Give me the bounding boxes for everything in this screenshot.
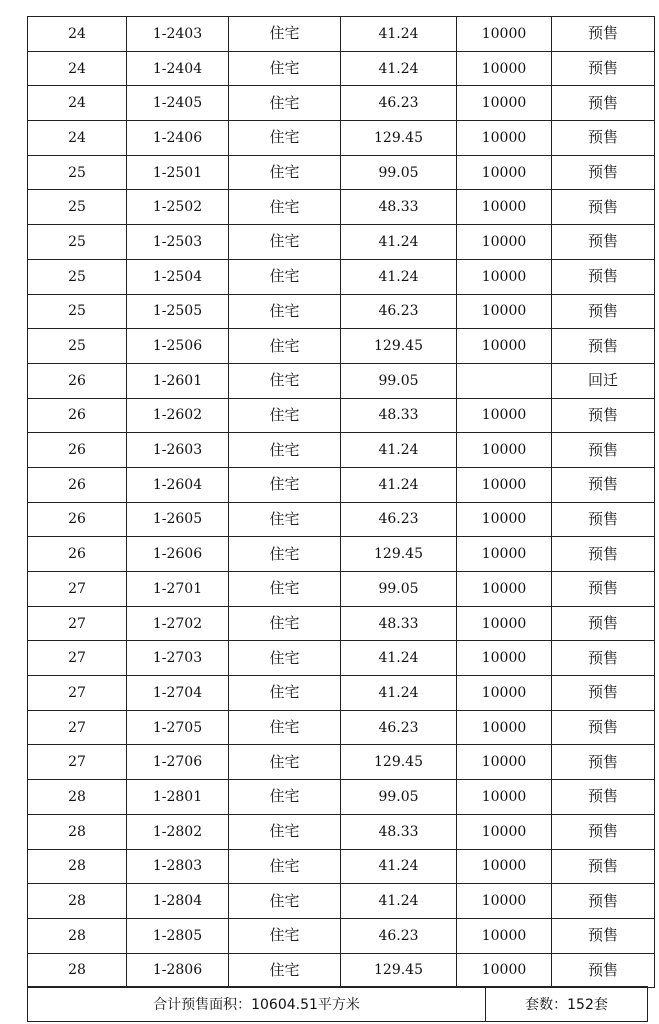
unit-number-cell: 1-2602: [127, 398, 229, 433]
table-row: [28, 121, 655, 156]
table-row: [28, 676, 655, 711]
status-cell: 预售: [552, 225, 655, 260]
table-row: [28, 849, 655, 884]
area-cell: 48.33: [341, 606, 457, 641]
unit-number-cell: 1-2604: [127, 467, 229, 502]
unit-number-cell: 1-2605: [127, 502, 229, 537]
floor-cell: 27: [28, 572, 127, 607]
floor-cell: 26: [28, 467, 127, 502]
price-cell: 10000: [457, 190, 552, 225]
status-cell: 预售: [552, 433, 655, 468]
area-cell: 41.24: [341, 641, 457, 676]
usage-cell: 住宅: [229, 433, 341, 468]
price-cell: 10000: [457, 884, 552, 919]
price-cell: 10000: [457, 502, 552, 537]
usage-cell: 住宅: [229, 502, 341, 537]
total-presale-area: 合计预售面积：10604.51平方米: [28, 987, 486, 1021]
floor-cell: 24: [28, 51, 127, 86]
price-cell: 10000: [457, 433, 552, 468]
floor-cell: 28: [28, 884, 127, 919]
area-cell: 129.45: [341, 329, 457, 364]
unit-number-cell: 1-2405: [127, 86, 229, 121]
usage-cell: 住宅: [229, 641, 341, 676]
usage-cell: 住宅: [229, 17, 341, 52]
area-cell: 46.23: [341, 502, 457, 537]
floor-cell: 28: [28, 849, 127, 884]
table-body: [28, 17, 655, 988]
table-row: [28, 502, 655, 537]
price-cell: 10000: [457, 17, 552, 52]
status-cell: 预售: [552, 814, 655, 849]
usage-cell: 住宅: [229, 398, 341, 433]
status-cell: 预售: [552, 745, 655, 780]
usage-cell: 住宅: [229, 953, 341, 988]
table-row: [28, 537, 655, 572]
status-cell: 预售: [552, 502, 655, 537]
usage-cell: 住宅: [229, 745, 341, 780]
usage-cell: 住宅: [229, 51, 341, 86]
price-cell: 10000: [457, 86, 552, 121]
area-cell: 99.05: [341, 363, 457, 398]
usage-cell: 住宅: [229, 780, 341, 815]
unit-number-cell: 1-2805: [127, 918, 229, 953]
floor-cell: 27: [28, 641, 127, 676]
price-cell: 10000: [457, 121, 552, 156]
unit-number-cell: 1-2802: [127, 814, 229, 849]
table-row: [28, 814, 655, 849]
table-row: [28, 641, 655, 676]
area-cell: 99.05: [341, 572, 457, 607]
price-cell: 10000: [457, 329, 552, 364]
area-cell: 41.24: [341, 433, 457, 468]
unit-number-cell: 1-2606: [127, 537, 229, 572]
status-cell: 预售: [552, 676, 655, 711]
unit-number-cell: 1-2404: [127, 51, 229, 86]
floor-cell: 25: [28, 294, 127, 329]
summary-row: [27, 986, 648, 1022]
table-row: [28, 467, 655, 502]
area-cell: 46.23: [341, 710, 457, 745]
usage-cell: 住宅: [229, 467, 341, 502]
area-cell: 41.24: [341, 467, 457, 502]
unit-number-cell: 1-2504: [127, 259, 229, 294]
area-cell: 129.45: [341, 953, 457, 988]
status-cell: 预售: [552, 155, 655, 190]
unit-count: 套数：152套: [525, 997, 608, 1013]
table-row: [28, 884, 655, 919]
usage-cell: 住宅: [229, 572, 341, 607]
status-cell: 预售: [552, 51, 655, 86]
usage-cell: 住宅: [229, 710, 341, 745]
price-cell: 10000: [457, 537, 552, 572]
area-cell: 46.23: [341, 294, 457, 329]
floor-cell: 26: [28, 398, 127, 433]
price-cell: 10000: [457, 572, 552, 607]
usage-cell: 住宅: [229, 225, 341, 260]
area-cell: 46.23: [341, 918, 457, 953]
area-cell: 41.24: [341, 884, 457, 919]
price-cell: 10000: [457, 259, 552, 294]
unit-number-cell: 1-2702: [127, 606, 229, 641]
area-cell: 41.24: [341, 17, 457, 52]
usage-cell: 住宅: [229, 294, 341, 329]
status-cell: 预售: [552, 190, 655, 225]
status-cell: 预售: [552, 121, 655, 156]
usage-cell: 住宅: [229, 190, 341, 225]
table-row: [28, 294, 655, 329]
unit-number-cell: 1-2406: [127, 121, 229, 156]
unit-number-cell: 1-2806: [127, 953, 229, 988]
floor-cell: 24: [28, 121, 127, 156]
area-cell: 99.05: [341, 155, 457, 190]
unit-number-cell: 1-2701: [127, 572, 229, 607]
unit-number-cell: 1-2801: [127, 780, 229, 815]
floor-cell: 27: [28, 606, 127, 641]
floor-cell: 28: [28, 953, 127, 988]
table-row: [28, 190, 655, 225]
table-row: [28, 745, 655, 780]
area-cell: 48.33: [341, 814, 457, 849]
table-row: [28, 155, 655, 190]
area-cell: 41.24: [341, 259, 457, 294]
usage-cell: 住宅: [229, 814, 341, 849]
floor-cell: 28: [28, 814, 127, 849]
table-row: [28, 780, 655, 815]
unit-number-cell: 1-2403: [127, 17, 229, 52]
usage-cell: 住宅: [229, 918, 341, 953]
floor-cell: 24: [28, 86, 127, 121]
price-cell: 10000: [457, 641, 552, 676]
unit-number-cell: 1-2502: [127, 190, 229, 225]
status-cell: 预售: [552, 641, 655, 676]
usage-cell: 住宅: [229, 155, 341, 190]
usage-cell: 住宅: [229, 849, 341, 884]
floor-cell: 26: [28, 433, 127, 468]
floor-cell: 27: [28, 676, 127, 711]
status-cell: 预售: [552, 849, 655, 884]
table-row: [28, 953, 655, 988]
usage-cell: 住宅: [229, 363, 341, 398]
area-cell: 41.24: [341, 225, 457, 260]
price-cell: 10000: [457, 710, 552, 745]
unit-number-cell: 1-2705: [127, 710, 229, 745]
usage-cell: 住宅: [229, 86, 341, 121]
table-row: [28, 329, 655, 364]
usage-cell: 住宅: [229, 329, 341, 364]
area-cell: 46.23: [341, 86, 457, 121]
floor-cell: 28: [28, 780, 127, 815]
unit-number-cell: 1-2704: [127, 676, 229, 711]
price-cell: 10000: [457, 467, 552, 502]
status-cell: 预售: [552, 17, 655, 52]
price-cell: 10000: [457, 918, 552, 953]
table-row: [28, 572, 655, 607]
table-row: [28, 433, 655, 468]
table-row: [28, 86, 655, 121]
area-cell: 41.24: [341, 676, 457, 711]
price-cell: 10000: [457, 780, 552, 815]
presale-units-table: [27, 16, 655, 988]
table-row: [28, 17, 655, 52]
price-cell: 10000: [457, 849, 552, 884]
usage-cell: 住宅: [229, 537, 341, 572]
unit-number-cell: 1-2506: [127, 329, 229, 364]
status-cell: 预售: [552, 710, 655, 745]
price-cell: 10000: [457, 155, 552, 190]
status-cell: 预售: [552, 86, 655, 121]
area-cell: 129.45: [341, 745, 457, 780]
usage-cell: 住宅: [229, 259, 341, 294]
usage-cell: 住宅: [229, 884, 341, 919]
area-cell: 129.45: [341, 537, 457, 572]
usage-cell: 住宅: [229, 121, 341, 156]
price-cell: [457, 363, 552, 398]
area-cell: 41.24: [341, 51, 457, 86]
unit-number-cell: 1-2503: [127, 225, 229, 260]
floor-cell: 25: [28, 259, 127, 294]
status-cell: 预售: [552, 953, 655, 988]
price-cell: 10000: [457, 953, 552, 988]
floor-cell: 28: [28, 918, 127, 953]
table-row: [28, 710, 655, 745]
price-cell: 10000: [457, 398, 552, 433]
table-row: [28, 225, 655, 260]
table-row: [28, 606, 655, 641]
status-cell: 预售: [552, 918, 655, 953]
floor-cell: 26: [28, 502, 127, 537]
floor-cell: 24: [28, 17, 127, 52]
status-cell: 预售: [552, 329, 655, 364]
price-cell: 10000: [457, 745, 552, 780]
status-cell: 预售: [552, 606, 655, 641]
status-cell: 预售: [552, 259, 655, 294]
price-cell: 10000: [457, 606, 552, 641]
unit-number-cell: 1-2804: [127, 884, 229, 919]
floor-cell: 25: [28, 155, 127, 190]
price-cell: 10000: [457, 676, 552, 711]
table-row: [28, 363, 655, 398]
table-row: [28, 51, 655, 86]
floor-cell: 25: [28, 329, 127, 364]
unit-number-cell: 1-2505: [127, 294, 229, 329]
status-cell: 预售: [552, 884, 655, 919]
status-cell: 回迁: [552, 363, 655, 398]
area-cell: 48.33: [341, 190, 457, 225]
status-cell: 预售: [552, 572, 655, 607]
price-cell: 10000: [457, 814, 552, 849]
table-row: [28, 918, 655, 953]
status-cell: 预售: [552, 294, 655, 329]
price-cell: 10000: [457, 225, 552, 260]
area-cell: 99.05: [341, 780, 457, 815]
floor-cell: 27: [28, 745, 127, 780]
table-row: [28, 398, 655, 433]
status-cell: 预售: [552, 467, 655, 502]
area-cell: 129.45: [341, 121, 457, 156]
floor-cell: 25: [28, 190, 127, 225]
unit-number-cell: 1-2803: [127, 849, 229, 884]
unit-number-cell: 1-2603: [127, 433, 229, 468]
unit-number-cell: 1-2501: [127, 155, 229, 190]
area-cell: 48.33: [341, 398, 457, 433]
status-cell: 预售: [552, 398, 655, 433]
price-cell: 10000: [457, 294, 552, 329]
floor-cell: 27: [28, 710, 127, 745]
floor-cell: 25: [28, 225, 127, 260]
unit-number-cell: 1-2703: [127, 641, 229, 676]
usage-cell: 住宅: [229, 676, 341, 711]
unit-number-cell: 1-2601: [127, 363, 229, 398]
table-row: [28, 259, 655, 294]
price-cell: 10000: [457, 51, 552, 86]
usage-cell: 住宅: [229, 606, 341, 641]
unit-number-cell: 1-2706: [127, 745, 229, 780]
floor-cell: 26: [28, 537, 127, 572]
status-cell: 预售: [552, 537, 655, 572]
area-cell: 41.24: [341, 849, 457, 884]
status-cell: 预售: [552, 780, 655, 815]
floor-cell: 26: [28, 363, 127, 398]
